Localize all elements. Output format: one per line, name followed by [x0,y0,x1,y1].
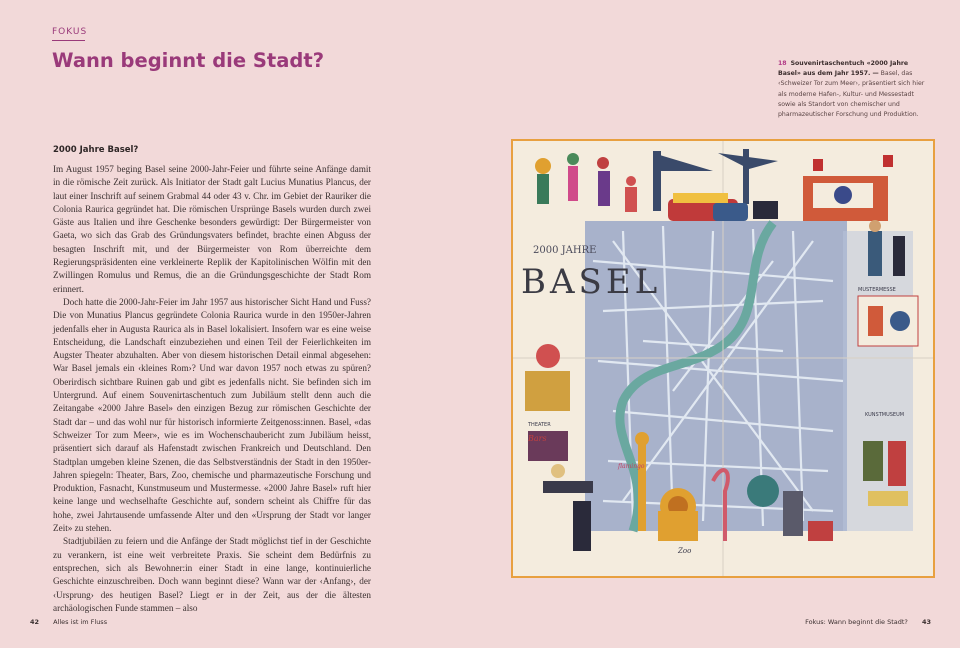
handkerchief-illustration [513,141,933,576]
figure-caption [778,59,930,120]
figure-number: 18 [778,60,787,67]
carnival-figures [535,153,637,212]
label-kunstmuseum: KUNSTMUSEUM [865,412,905,418]
section-kicker: FOKUS [52,27,88,37]
paragraph-2: Doch hatte die 2000-Jahr-Feier im Jahr 1957 aus historischer Sicht Hand und Fuss? Die von Munatius Plancus gegründete Colonia Raurica wurde in den 1950er-Jahren jedenfalls eher in Augusta Raurica als in Basel lokalisiert. Insofern war es eine weise Entscheidung, die Landschaft einzubeziehen und einen Teil der Feierlichkeiten im Augster Theater abzuhalten. Aber von diesem historischen Detail einmal abgesehen: War Basel jemals ein ‹kleines Rom›? Und war davon 1957 noch etwas zu spüren? Oberirdisch sichtbare Ruinen gab und gibt es jedenfalls nicht. Sie befinden sich im Untergrund. Auf einem Souvenirtaschentuch zum Jubiläum stellt denn auch die Zeitangabe «2000 Jahre Basel» den einzigen Bezug zur römischen Geschichte der Stadt dar – und das wohl nur für historisch informierte Zeitgenoss:innen. Basel, «das Schweizer Tor zum Meer», wie es im Wochenschaubericht zum Jubiläum heisst, präsentiert sich darauf als Hafenstadt zwischen Frankreich und Deutschland. Den Stadtplan umgeben kleine Szenen, die das Selbstverständnis der Stadt in den 1950er-Jahren spiegeln: Theater, Bars, Zoo, chemische und pharmazeutische Forschung und Produktion, Fasnacht, Kunstmuseum und Mustermesse. «2000 Jahre Basel» ruft hier keine lange und wechselhafte Geschichte auf, sondern scheint als Chiffre für das hohe, zwei Jahrtausende umfassende Alter und den «Ursprung der Stadt vor langer Zeit» zu stehen. [53,296,371,534]
article-body [53,163,371,615]
scarf-title-big: BASEL [521,262,662,302]
label-flamingo: flamingo [618,463,645,470]
page-number-left: 42 [30,618,40,626]
footer-right-label: Fokus: Wann beginnt die Stadt? [805,618,908,626]
footer-left-label: Alles ist im Fluss [53,618,108,626]
label-theater: THEATER [528,422,551,428]
caption-lead: Souvenirtaschentuch «2000 Jahre Basel» aus dem Jahr 1957. — [778,60,909,78]
caption-text: Basel, das ‹Schweizer Tor zum Meer›, präsentiert sich hier als moderne Hafen-, Kultur- und Messestadt sowie als Standort von chemischer und pharmazeutischer Forschung und Produktion. [778,70,925,119]
label-mustermesse: MUSTERMESSE [858,287,896,293]
label-bars: Bars [528,434,547,443]
label-zoo: Zoo [678,547,692,555]
souvenir-handkerchief-image [513,141,933,576]
kicker-underline [52,40,85,41]
west-scenes [525,344,593,551]
messe-building [803,155,893,221]
paragraph-3: Stadtjubiläen zu feiern und die Anfänge der Stadt möglichst tief in der Geschichte zu verankern, ist eine weit verbreitete Praxis. Sie scheint dem Bedürfnis zu entsprechen, sich als Bewohner:in einer Stadt in eine lange, kontinuierliche Geschichte einzuschreiben. Doch wann beginnt diese? Wann war der ‹Anfang›, der ‹Ursprung› des heutigen Basel? Liegt er in der Zeit, aus der die ältesten archäologischen Funde stammen – also [53,536,371,613]
scarf-title-small: 2000 JAHRE [533,245,597,256]
footer-left [30,618,107,626]
footer-right [805,618,931,626]
page-title: Wann beginnt die Stadt? [52,49,325,72]
harbor-scene [653,149,778,221]
paragraph-1: Im August 1957 beging Basel seine 2000-Jahr-Feier und führte seine Anfänge damit in die römische Zeit zurück. Als Initiator der Stadt galt Lucius Munatius Plancus, der laut einer Inschrift auf seinem Grabmal 44 oder 43 v. Chr. im Gebiet der Rauriker die Colonia Raurica gegründet hat. Die römischen Ursprünge Basels wurden durch zwei Gäste aus Italien und ihre Geschenke besonders gewürdigt: Der Bürgermeister von Gaeta, wo sich das Grab des Gründungsvaters befindet, brachte einen Abguss der besagten Inschrift mit, und der Bürgermeister von Rom überreichte dem Regierungspräsidenten eine verkleinerte Replik der Kapitolinischen Wölfin mit den Zwillingen Romulus und Remus, die an die Gründungsgeschichte der Stadt Rom erinnert. [53,164,371,294]
article-subheading: 2000 Jahre Basel? [53,145,139,155]
page-number-right: 43 [921,618,931,626]
